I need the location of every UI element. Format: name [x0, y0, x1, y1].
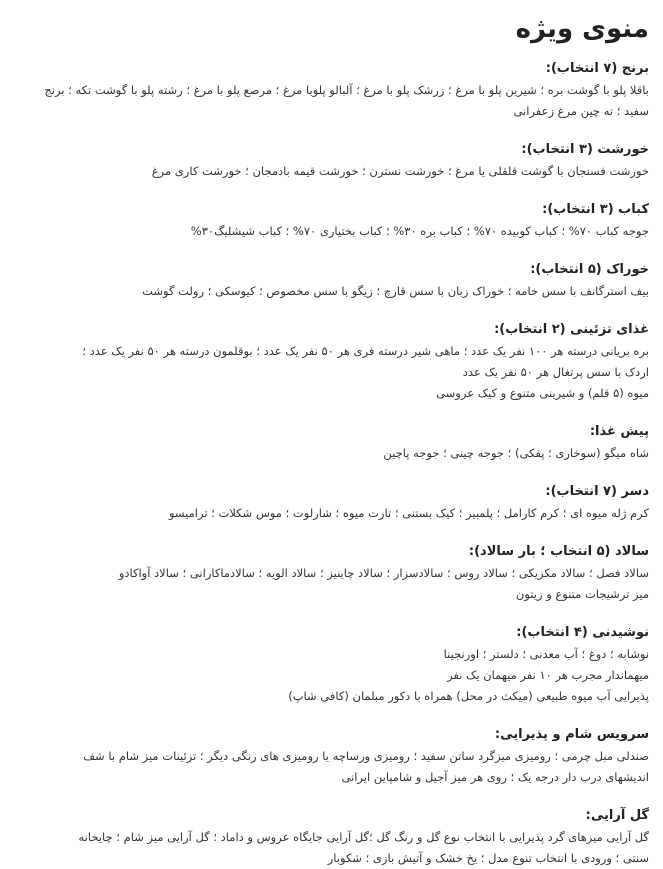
section-line: بیف استرگانف با سس خامه ؛ خوراک زبان با سس قارچ ؛ زیگو با سس مخصوص ؛ کیوسکی ؛ رولت گوشت: [142, 284, 649, 298]
section-salad: [14, 541, 649, 605]
section-line: اندیشهای درب دار درجه یک ؛ روی هر میز آجیل و شامپاین ایرانی: [341, 770, 649, 784]
section-stew: [14, 139, 649, 182]
section-line: بره بریانی درسته هر ۱۰۰ نفر یک عدد ؛ ماهی شیر درسته فری هر ۵۰ نفر یک عدد ؛ بوقلمون درسته هر ۵۰ نفر یک عدد ؛: [82, 344, 649, 358]
section-line: سفید ؛ ته چین مرغ زعفرانی: [513, 104, 649, 118]
section-title: برنج (۷ انتخاب):: [545, 61, 649, 76]
section-dishes: [14, 259, 649, 302]
section-line: گل آرایی میزهای گرد پذیرایی با انتخاب نوع گل و رنگ گل ؛گل آرایی جایگاه عروس و داماد ؛ گل آرایی میز شام ؛ چایخانه: [78, 830, 649, 844]
section-decorative-food: [14, 319, 649, 404]
section-line: نوشابه ؛ دوغ ؛ آب معدنی ؛ دلستر ؛ اورنجینا: [443, 647, 649, 661]
section-flower-arrangement: [14, 805, 649, 869]
section-title: نوشیدنی (۴ انتخاب):: [516, 625, 649, 640]
section-line: شاه میگو (سوخاری ؛ پفکی) ؛ جوجه چینی ؛ جوجه پاچین: [383, 446, 649, 460]
section-title: غذای تزئینی (۲ انتخاب):: [494, 322, 649, 337]
section-line: میهماندار مجرب هر ۱۰ نفر میهمان یک نفر: [447, 668, 649, 682]
section-line: سنتی ؛ ورودی با انتخاب تنوع مدل ؛ یخ خشک و آتیش بازی ؛ شکوبار: [327, 851, 649, 865]
page-title: منوی ویژه: [515, 14, 649, 44]
section-dessert: [14, 481, 649, 524]
section-line: باقلا پلو با گوشت بره ؛ شیرین پلو با مرغ ؛ زرشک پلو با مرغ ؛ آلبالو پلوبا مرغ ؛ مرصع پلو با مرغ ؛ رشته پلو با گوشت تکه ؛ برنج: [44, 83, 649, 97]
section-title: خورشت (۳ انتخاب):: [521, 142, 649, 157]
section-rice: [14, 58, 649, 122]
section-line: کرم ژله میوه ای ؛ کرم کارامل ؛ پلمبیر ؛ کیک بستنی ؛ تارت میوه ؛ شارلوت ؛ موس شکلات ؛ ترامیسو: [168, 506, 649, 520]
section-line: اردک با سس پرتغال هر ۵۰ نفر یک عدد: [462, 365, 649, 379]
section-title: خوراک (۵ انتخاب):: [530, 262, 649, 277]
section-line: میوه (۵ قلم) و شیرینی متنوع و کیک عروسی: [436, 386, 649, 400]
section-appetizer: [14, 421, 649, 464]
section-title: دسر (۷ انتخاب):: [545, 484, 649, 499]
section-title: پیش غذا:: [589, 424, 649, 439]
section-line: میز ترشیجات متنوع و زیتون: [515, 587, 649, 601]
section-title: سالاد (۵ انتخاب ؛ بار سالاد):: [468, 544, 649, 559]
section-line: پذیرایی آب میوه طبیعی (میکث در محل) همراه با دکور مبلمان (کافی شاپ): [288, 689, 649, 703]
section-line: سالاد فصل ؛ سالاد مکزیکی ؛ سالاد روس ؛ سالادسزار ؛ سالاد چاینیز ؛ سالاد الویه ؛ سالادماکارانی ؛ سالاد آواکادو: [118, 566, 649, 580]
section-line: خورشت فسنجان با گوشت قلقلی یا مرغ ؛ خورشت نسترن ؛ خورشت قیمه بادمجان ؛ خورشت کاری مرغ: [151, 164, 649, 178]
section-dinner-service: [14, 724, 649, 788]
section-drinks: [14, 622, 649, 707]
section-kebab: [14, 199, 649, 242]
section-title: گل آرایی:: [585, 808, 649, 823]
section-line: جوجه کباب ۷۰% ؛ کباب کوبیده ۷۰% ؛ کباب بره ۳۰% ؛ کباب بختیاری ۷۰% ؛ کباب شیشلیگ۳۰%: [190, 224, 649, 238]
section-line: صندلی مبل چرمی ؛ رومیزی میزگرد ساتن سفید ؛ رومیزی ورساچه یا رومیزی های رنگی دیگر ؛ تزئینات میز شام با شف: [83, 749, 649, 763]
section-title: کباب (۳ انتخاب):: [542, 202, 649, 217]
section-title: سرویس شام و پذیرایی:: [494, 727, 649, 742]
